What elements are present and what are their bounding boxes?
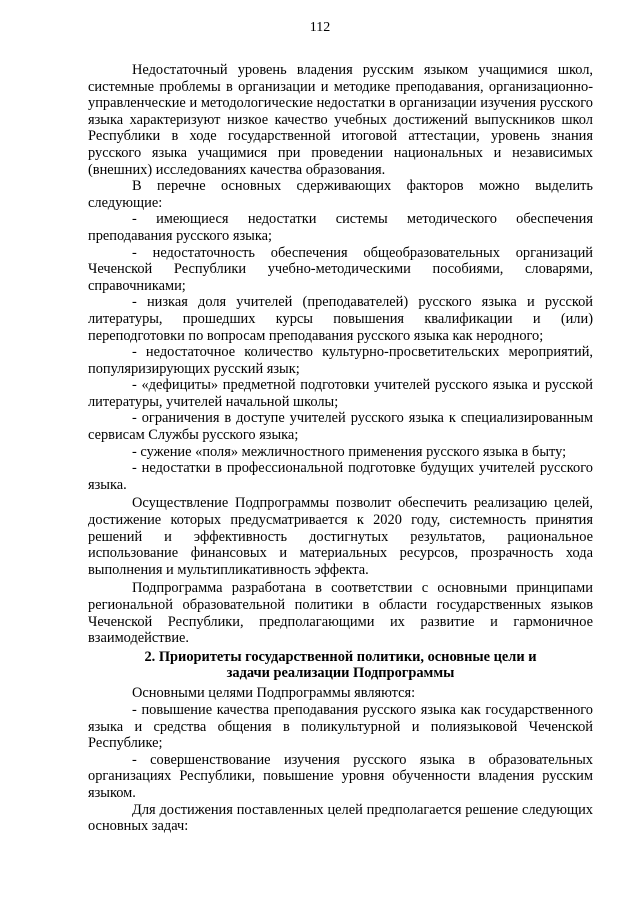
list-item-teacher-training: - низкая доля учителей (преподавателей) русского языка и русской литературы, прошедших курсы повышения квалификации и (или) переподготовки по вопросам преподавания русского языка как неродного; <box>88 294 593 344</box>
list-item-future-teachers: - недостатки в профессиональной подготовке будущих учителей русского языка. <box>88 460 593 493</box>
list-item-subject-deficits: - «дефициты» предметной подготовки учителей русского языка и русской литературы, учителей начальной школы; <box>88 377 593 410</box>
list-item-cultural-events: - недостаточное количество культурно-просветительских мероприятий, популяризирующих русский язык; <box>88 344 593 377</box>
section-heading-line1: 2. Приоритеты государственной политики, основные цели и <box>144 648 537 665</box>
document-body <box>88 62 593 835</box>
list-item-methodology: - имеющиеся недостатки системы методического обеспечения преподавания русского языка; <box>88 211 593 244</box>
paragraph-goals-intro: Основными целями Подпрограммы являются: <box>132 685 416 702</box>
page-number: 112 <box>309 20 331 35</box>
paragraph-tasks-intro: Для достижения поставленных целей предполагается решение следующих основных задач: <box>88 801 593 835</box>
paragraph-principles: Подпрограмма разработана в соответствии с основными принципами региональной образовательной политики в области государственных языков Чеченской Республики, предполагающими их развитие и гармоничное взаимодействие. <box>88 580 593 647</box>
list-item-usage-field: - сужение «поля» межличностного применения русского языка в быту; <box>132 443 567 460</box>
list-item-goal-quality: - повышение качества преподавания русского языка как государственного языка и средства общения в поликультурной и полиязыковой Чеченской Республике; <box>88 701 593 752</box>
paragraph-factors-intro: В перечне основных сдерживающих факторов можно выделить следующие: <box>88 178 593 211</box>
paragraph-implementation: Осуществление Подпрограммы позволит обеспечить реализацию целей, достижение которых предусматривается к 2020 году, системность принятия решений и эффективность достигнутых результатов, рациональное использование финансовых и материальных ресурсов, прозрачность хода выполнения и мультипликативность эффекта. <box>88 495 593 578</box>
section-heading-line2: задачи реализации Подпрограммы <box>226 664 455 681</box>
list-item-textbooks: - недостаточность обеспечения общеобразовательных организаций Чеченской Республики учебно-методическими пособиями, словарями, справочниками; <box>88 244 593 294</box>
paragraph-language-level: Недостаточный уровень владения русским языком учащимися школ, системные проблемы в организации и методике преподавания, организационно-управленческие и методологические недостатки в организации изучения русского языка характеризуют низкое качество учебных достижений выпускников школ Республики в ходе государственной итоговой аттестации, уровень знания русского языка учащимися при проведении национальных и независимых (внешних) исследованиях качества образования. <box>88 62 593 178</box>
list-item-goal-study: - совершенствование изучения русского языка в образовательных организациях Республики, повышение уровня обученности владения русским языком. <box>88 751 593 801</box>
list-item-service-access: - ограничения в доступе учителей русского языка к специализированным сервисам Службы русского языка; <box>88 410 593 444</box>
section-heading <box>88 650 593 682</box>
